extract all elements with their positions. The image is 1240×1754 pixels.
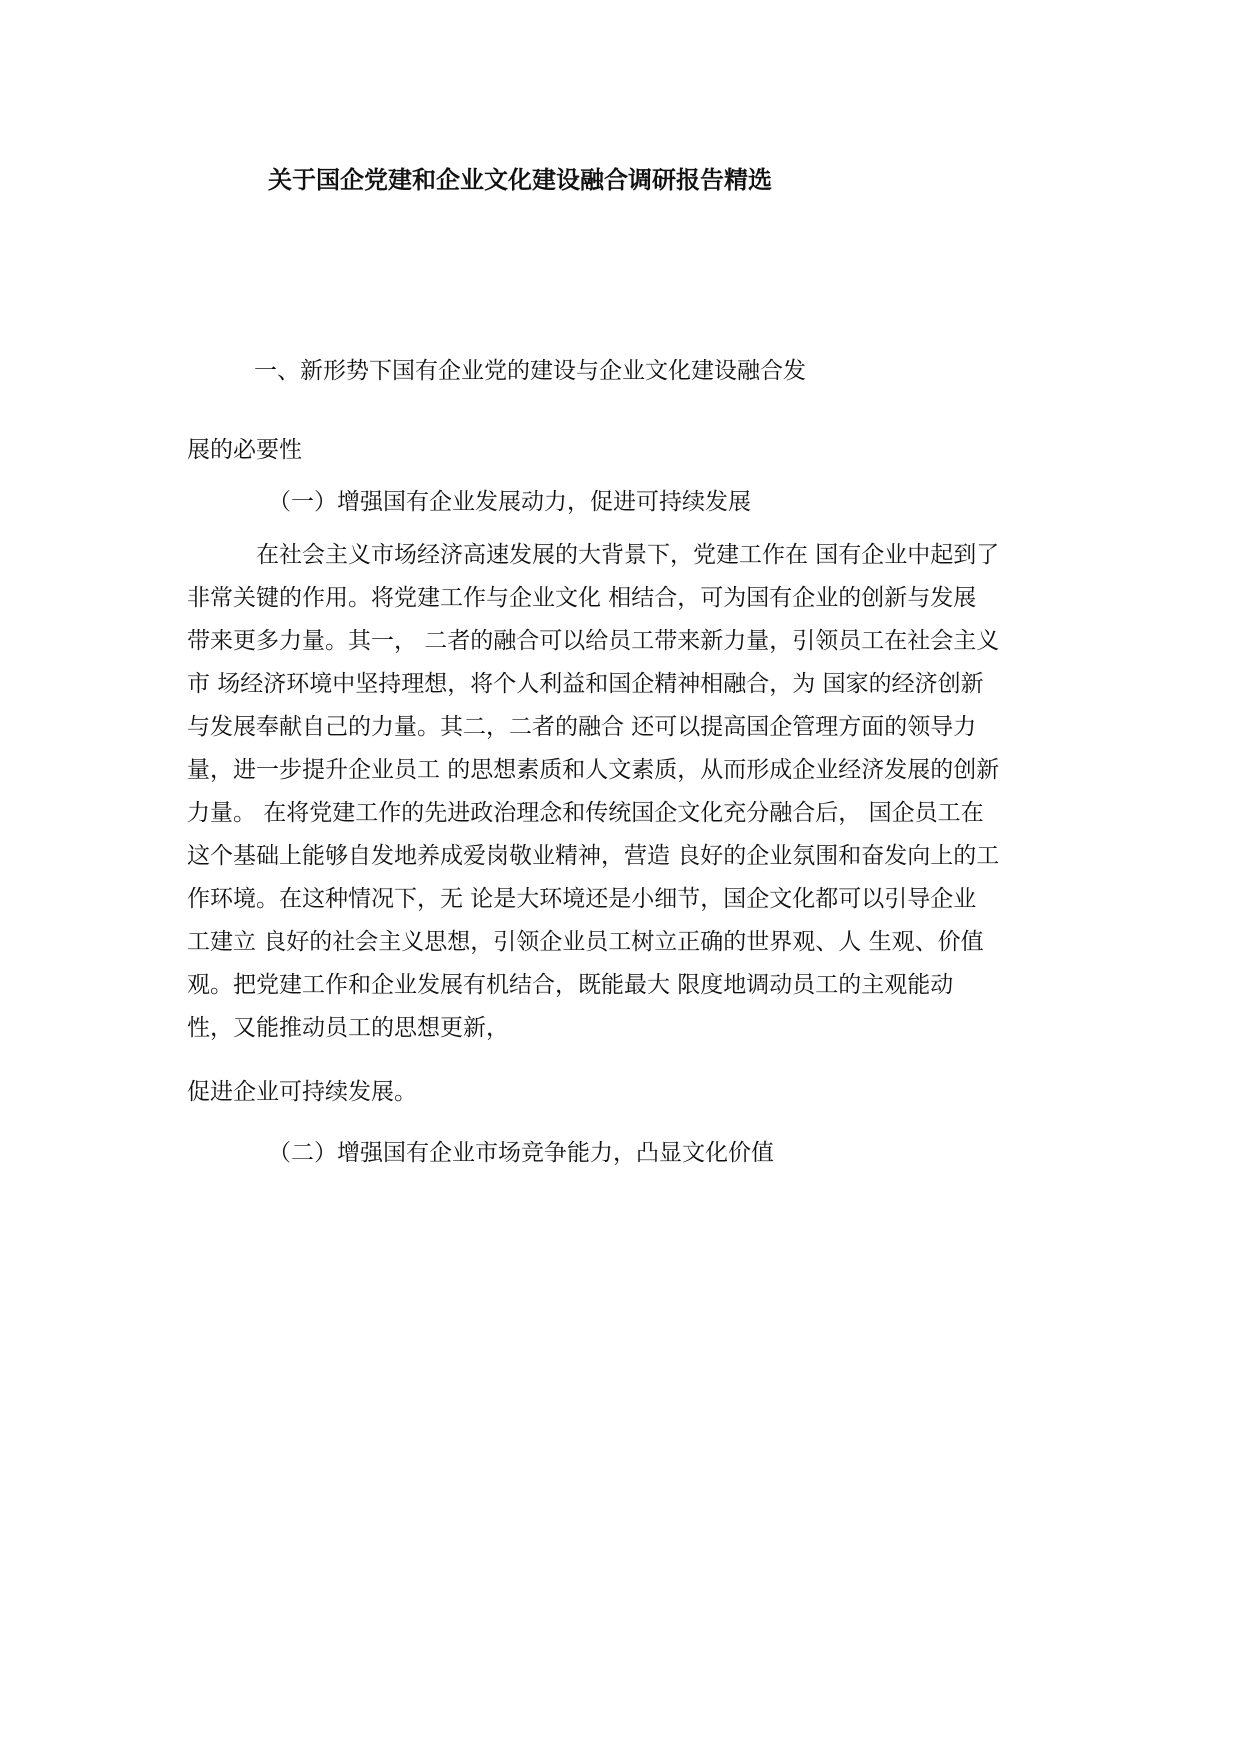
paragraph-line: 性，又能推动员工的思想更新， — [187, 1015, 509, 1041]
paragraph-line: 非常关键的作用。将党建工作与企业文化 相结合，可为国有企业的创新与发展 — [187, 585, 977, 611]
paragraph-line: 作环境。在这种情况下，无 论是大环境还是小细节，国企文化都可以引导企业 — [187, 886, 977, 912]
paragraph-line: 与发展奉献自己的力量。其二，二者的融合 还可以提高国企管理方面的领导力 — [187, 714, 977, 740]
paragraph-line: 量，进一步提升企业员工 的思想素质和人文素质，从而形成企业经济发展的创新 — [187, 757, 1000, 783]
paragraph-last-line: 促进企业可持续发展。 — [187, 1079, 417, 1105]
paragraph-line: 市 场经济环境中坚持理想，将个人利益和国企精神相融合，为 国家的经济创新 — [187, 671, 984, 697]
paragraph-line: 在社会主义市场经济高速发展的大背景下，党建工作在 国有企业中起到了 — [256, 542, 1000, 568]
paragraph-line: 这个基础上能够自发地养成爱岗敬业精神，营造 良好的企业氛围和奋发向上的工 — [187, 843, 1000, 869]
paragraph-line: 观。把党建工作和企业发展有机结合，既能最大 限度地调动员工的主观能动 — [187, 972, 954, 998]
document-title: 关于国企党建和企业文化建设融合调研报告精选 — [268, 166, 772, 194]
subsection-heading-2: （二）增强国有企业市场竞争能力，凸显文化价值 — [268, 1140, 774, 1166]
body-paragraph — [187, 540, 1087, 1056]
subsection-heading-1: （一）增强国有企业发展动力，促进可持续发展 — [268, 489, 751, 515]
section-heading-1: 一、新形势下国有企业党的建设与企业文化建设融合发 — [254, 358, 806, 384]
paragraph-line: 力量。 在将党建工作的先进政治理念和传统国企文化充分融合后， 国企员工在 — [187, 800, 984, 826]
paragraph-line: 带来更多力量。其一， 二者的融合可以给员工带来新力量，引领员工在社会主义 — [187, 628, 1000, 654]
section-heading-1-continued: 展的必要性 — [187, 437, 302, 463]
paragraph-line: 工建立 良好的社会主义思想，引领企业员工树立正确的世界观、人 生观、价值 — [187, 929, 984, 955]
